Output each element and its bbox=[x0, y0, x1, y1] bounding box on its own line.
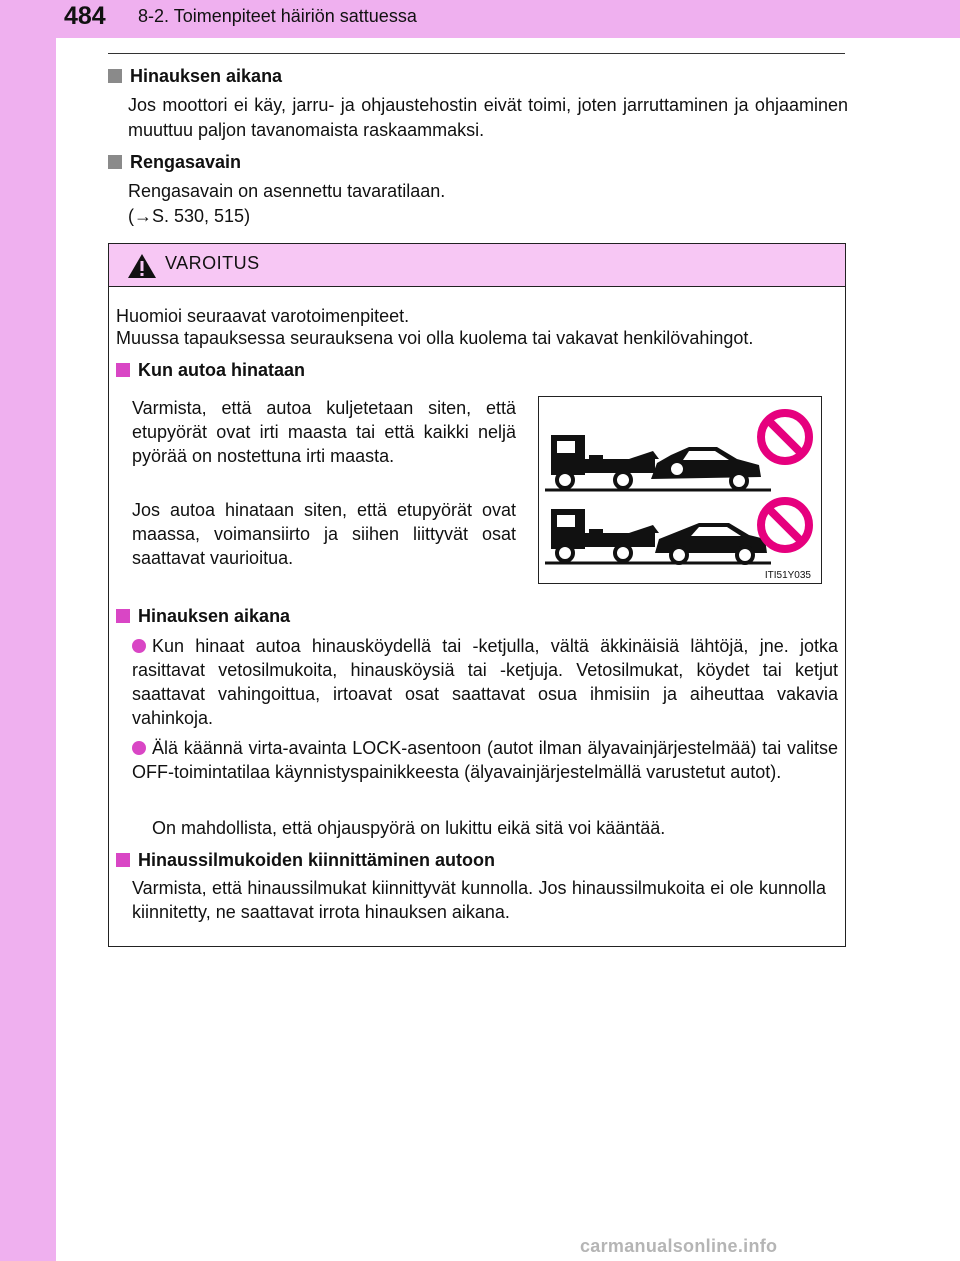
bullet-icon bbox=[132, 639, 146, 653]
section-text-line1: Rengasavain on asennettu tavaratilaan. bbox=[128, 181, 446, 201]
warning-intro-2: Muussa tapauksessa seurauksena voi olla kuolema tai vakavat henkilövahingot. bbox=[116, 328, 754, 348]
eyelets-heading: Hinaussilmukoiden kiinnittäminen autoon bbox=[138, 850, 496, 870]
during-note: On mahdollista, että ohjauspyörä on lukittu eikä sitä voi kääntää. bbox=[152, 818, 666, 838]
during-bullet-1-row bbox=[132, 634, 838, 730]
chapter-title: 8-2. Toimenpiteet häiriön sattuessa bbox=[138, 6, 417, 26]
bullet-icon bbox=[132, 741, 146, 755]
page-number: 484 bbox=[64, 2, 106, 30]
during-heading: Hinauksen aikana bbox=[138, 606, 291, 626]
watermark: carmanualsonline.info bbox=[580, 1236, 778, 1256]
header-rule bbox=[108, 53, 845, 54]
warning-header bbox=[109, 244, 845, 287]
section-text-line2: (→S. 530, 515) bbox=[128, 206, 251, 226]
tow-truck-drawing bbox=[539, 397, 821, 583]
warning-triangle-icon bbox=[127, 253, 157, 279]
section-marker-icon bbox=[116, 363, 130, 377]
section-marker-icon bbox=[116, 609, 130, 623]
during-bullet-1: Kun hinaat autoa hinausköydellä tai -ketjulla, vältä äkkinäisiä lähtöjä, jne. jotka rasittavat vetosilmukoita, hinausköysiä tai -ketjuja. Vetosilmukat, köydet tai ketjut saattavat vahingoittua, irtoavat osat saattavat osua ihmisiin ja aiheuttaa vakavia vahinkoja. bbox=[132, 636, 838, 728]
left-color-band bbox=[0, 0, 56, 1261]
illustration-code: ITI51Y035 bbox=[764, 570, 811, 581]
eyelets-text: Varmista, että hinaussilmukat kiinnittyvät kunnolla. Jos hinaussilmukoita ei ole kunnolla kiinnitetty, ne saattavat irrota hinauksen aikana. bbox=[132, 878, 826, 922]
section-rengasavain bbox=[108, 152, 848, 229]
section-hinauksen-aikana bbox=[108, 66, 848, 143]
warning-intro-1: Huomioi seuraavat varotoimenpiteet. bbox=[116, 306, 410, 326]
eyelets-heading-row bbox=[116, 848, 495, 872]
section-text: Jos moottori ei käy, jarru- ja ohjaustehostin eivät toimi, joten jarruttaminen ja ohjaaminen muuttuu paljon tavanomaista raskaammaksi. bbox=[128, 95, 848, 140]
section-marker-icon bbox=[116, 853, 130, 867]
towing-para-2: Jos autoa hinataan siten, että etupyörät ovat maassa, voimansiirto ja siihen liittyvät osat saattavat vaurioitua. bbox=[132, 500, 516, 568]
towing-para-1: Varmista, että autoa kuljetetaan siten, että etupyörät ovat irti maasta tai että kaikki neljä pyörää on nostettuna irti maasta. bbox=[132, 398, 516, 466]
section-heading: Hinauksen aikana bbox=[130, 66, 283, 86]
during-heading-row bbox=[116, 604, 290, 628]
towing-heading: Kun autoa hinataan bbox=[138, 360, 306, 380]
section-marker-icon bbox=[108, 155, 122, 169]
towing-illustration bbox=[538, 396, 822, 584]
during-bullet-2: Älä käännä virta-avainta LOCK-asentoon (autot ilman älyavainjärjestelmää) tai valitse OFF-toimintatilaa käynnistyspainikkeesta (älyavainjärjestelmällä varustetut autot). bbox=[132, 738, 838, 782]
during-bullet-2-row bbox=[132, 736, 838, 784]
section-marker-icon bbox=[108, 69, 122, 83]
warning-title: VAROITUS bbox=[165, 253, 260, 273]
section-heading: Rengasavain bbox=[130, 152, 242, 172]
towing-heading-row bbox=[116, 358, 305, 382]
